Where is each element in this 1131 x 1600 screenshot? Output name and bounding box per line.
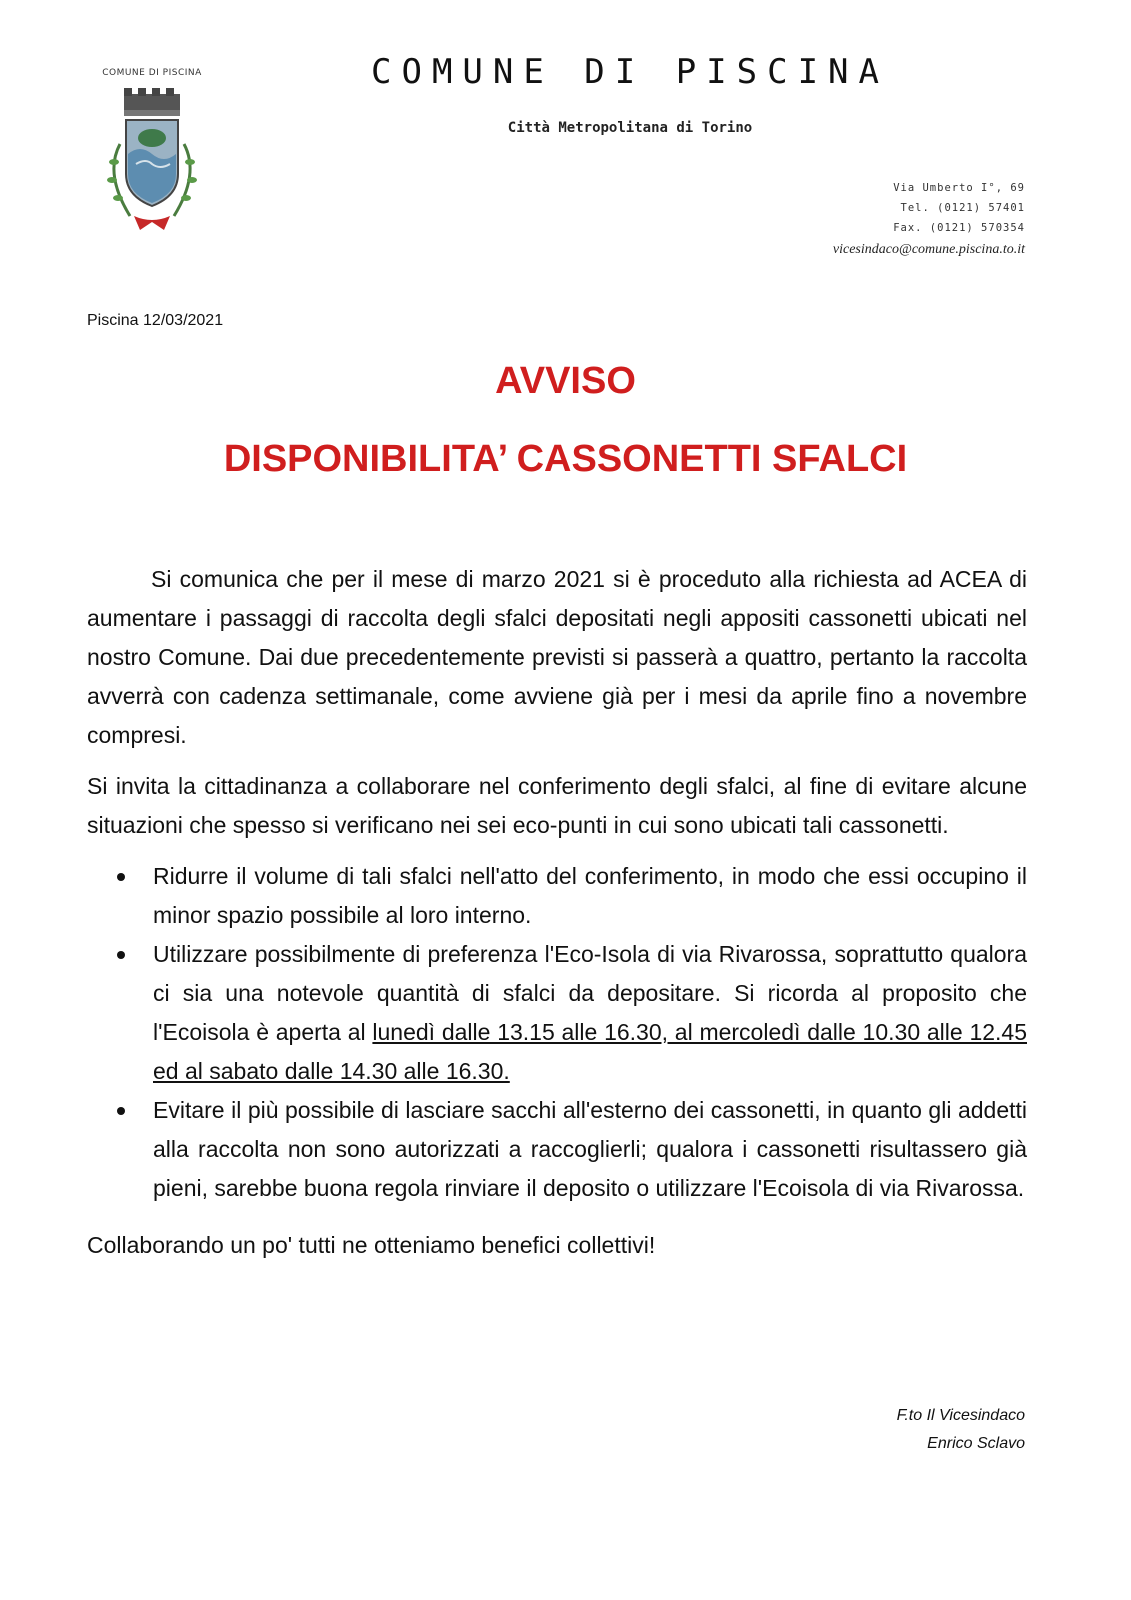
- signature-block: [897, 1402, 1025, 1458]
- email-address: vicesindaco@comune.piscina.to.it: [832, 242, 1025, 257]
- address-street: Via Umberto I°, 69: [893, 182, 1025, 194]
- paragraph-2: Si invita la cittadinanza a collaborare nel conferimento degli sfalci, al fine di evitare alcune situazioni che spesso si verificano nei sei eco-punti in cui sono ubicati tali cassonetti.: [87, 773, 1027, 838]
- bullet-icon: [117, 951, 125, 959]
- crest-label: COMUNE DI PISCINA: [102, 68, 202, 78]
- paragraph-1: Si comunica che per il mese di marzo 2021 si è proceduto alla richiesta ad ACEA di aumentare i passaggi di raccolta degli sfalci depositati negli appositi cassonetti ubicati nel nostro Comune. Dai due precedentemente previsti si passerà a quattro, pertanto la raccolta avverrà con cadenza settimanale, come avviene già per i mesi da aprile fino a novembre compresi.: [87, 566, 1027, 748]
- list-item: [87, 857, 1027, 935]
- document-date: Piscina 12/03/2021: [87, 312, 224, 329]
- notice-subject: DISPONIBILITA’ CASSONETTI SFALCI: [223, 438, 908, 480]
- address-block: [833, 178, 1025, 262]
- address-tel: Tel. (0121) 57401: [900, 202, 1025, 214]
- guidelines-list: [87, 857, 1027, 1208]
- address-fax: Fax. (0121) 570354: [893, 222, 1025, 234]
- notice-body: [87, 560, 1027, 1277]
- coat-of-arms-icon: [90, 84, 214, 234]
- signature-name: Enrico Sclavo: [927, 1435, 1025, 1452]
- bullet-icon: [117, 873, 125, 881]
- municipality-subtitle: Città Metropolitana di Torino: [507, 120, 753, 136]
- signature-role: F.to Il Vicesindaco: [896, 1407, 1025, 1424]
- list-item: [87, 935, 1027, 1091]
- municipality-title: COMUNE DI PISCINA: [371, 52, 889, 92]
- municipal-crest: [90, 64, 214, 234]
- bullet-2-text: Utilizzare possibilmente di preferenza l'Eco-Isola di via Rivarossa, soprattutto qualora ci sia una notevole quantità di sfalci da depositare. Si ricorda al proposito che l'Ecoisola è aperta al: [153, 941, 1027, 1045]
- list-item: [87, 1091, 1027, 1208]
- notice-heading: AVVISO: [495, 360, 636, 402]
- bullet-1-text: Ridurre il volume di tali sfalci nell'atto del conferimento, in modo che essi occupino il minor spazio possibile al loro interno.: [153, 863, 1027, 928]
- closing-line: Collaborando un po' tutti ne otteniamo benefici collettivi!: [87, 1232, 656, 1258]
- bullet-3-text: Evitare il più possibile di lasciare sacchi all'esterno dei cassonetti, in quanto gli addetti alla raccolta non sono autorizzati a raccoglierli; qualora i cassonetti risultassero già pieni, sarebbe buona regola rinviare il deposito o utilizzare l'Ecoisola di via Rivarossa.: [153, 1097, 1027, 1201]
- bullet-icon: [117, 1107, 125, 1115]
- ecoisola-hours: lunedì dalle 13.15 alle 16.30, al mercoledì dalle 10.30 alle 12.45 ed al sabato dalle 14.30 alle 16.30.: [153, 1019, 1027, 1084]
